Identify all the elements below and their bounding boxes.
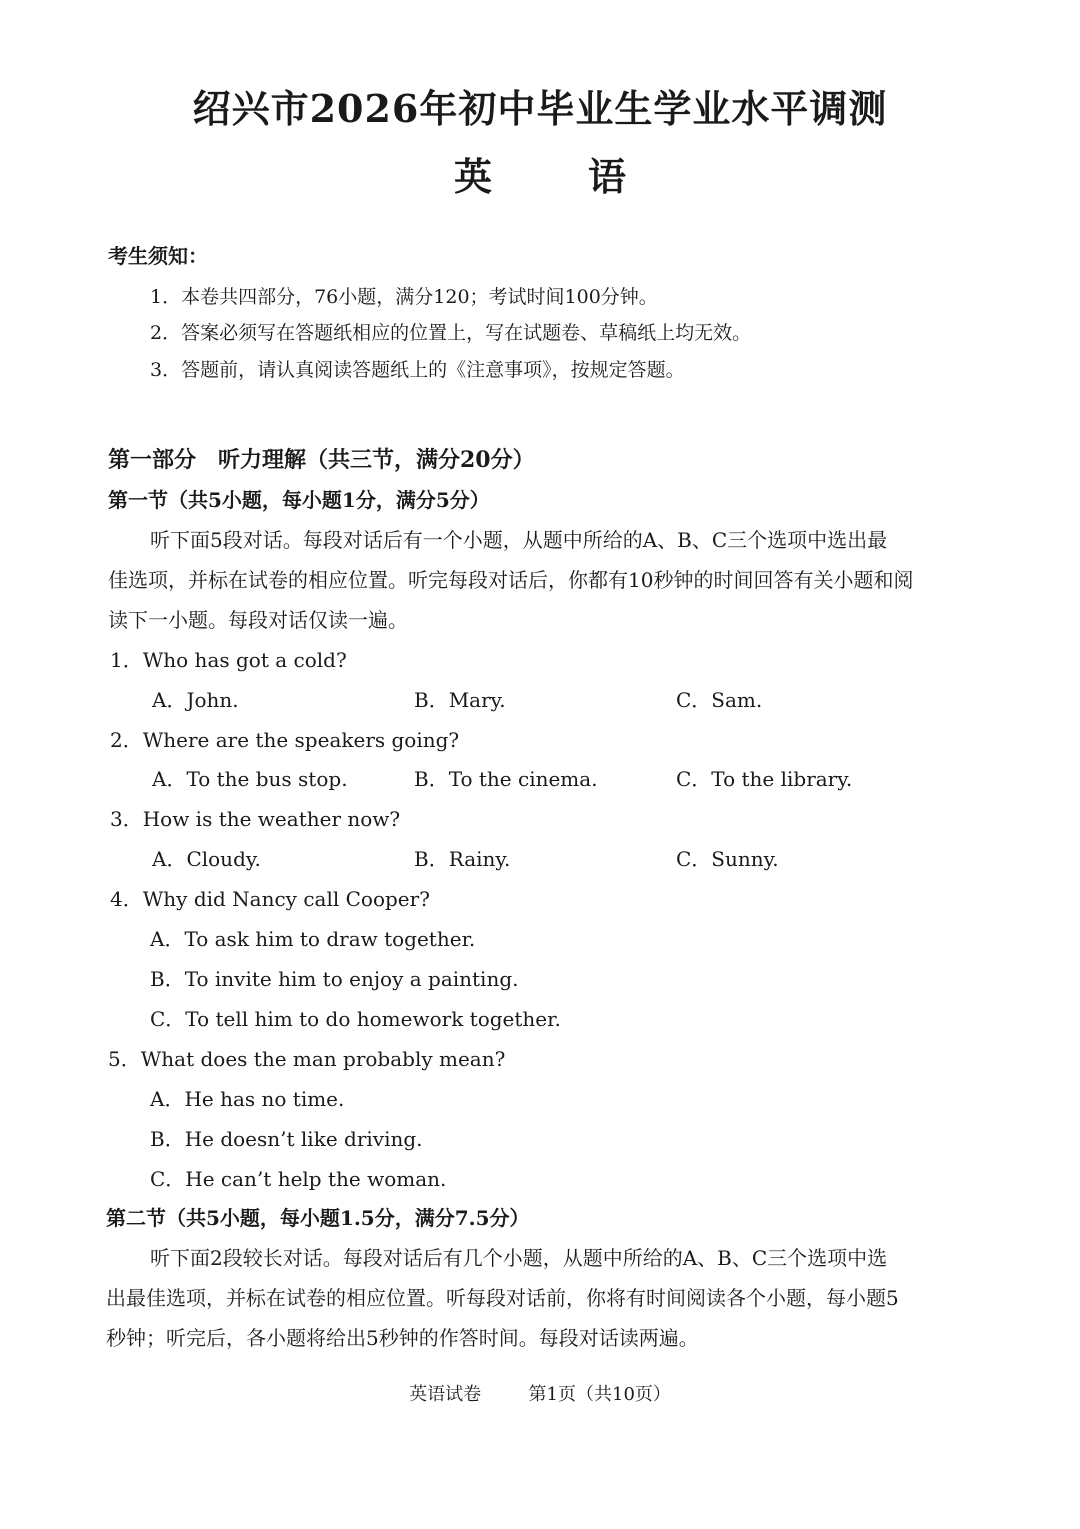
option-a: A．To the bus stop. xyxy=(152,767,348,791)
question-3: 3．How is the weather now? xyxy=(110,807,401,831)
instruction-line: 出最佳选项，并标在试卷的相应位置。听每段对话前，你将有时间阅读各个小题，每小题5 xyxy=(106,1286,899,1310)
question-4: 4．Why did Nancy call Cooper? xyxy=(110,887,430,911)
instruction-line: 读下一小题。每段对话仅读一遍。 xyxy=(108,608,408,632)
instruction-line: 听下面2段较长对话。每段对话后有几个小题，从题中所给的A、B、C三个选项中选 xyxy=(150,1246,888,1270)
option-b: B．Mary. xyxy=(414,688,506,712)
option-c: C．He can’t help the woman. xyxy=(150,1167,447,1191)
notice-item: 1．本卷共四部分，76小题，满分120；考试时间100分钟。 xyxy=(150,286,658,308)
page-footer xyxy=(0,1380,1080,1406)
instruction-line: 佳选项，并标在试卷的相应位置。听完每段对话后，你都有10秒钟的时间回答有关小题和阅 xyxy=(108,568,914,592)
option-c: C．Sunny. xyxy=(676,847,779,871)
subject-title: 英语 xyxy=(453,154,722,199)
question-1: 1．Who has got a cold? xyxy=(110,648,347,672)
notice-item: 3．答题前，请认真阅读答题纸上的《注意事项》，按规定答题。 xyxy=(150,359,685,381)
option-c: C．To tell him to do homework together. xyxy=(150,1007,561,1031)
question-2: 2．Where are the speakers going? xyxy=(110,728,460,752)
option-c: C．Sam. xyxy=(676,688,763,712)
section1-heading: 第一节（共5小题，每小题1分，满分5分） xyxy=(108,488,490,512)
option-a: A．He has no time. xyxy=(150,1087,345,1111)
section2-heading: 第二节（共5小题，每小题1.5分，满分7.5分） xyxy=(106,1206,530,1230)
exam-title: 绍兴市2026年初中毕业生学业水平调测 xyxy=(192,86,888,131)
option-b: B．To the cinema. xyxy=(414,767,598,791)
footer-page-number: 第1页（共10页） xyxy=(528,1384,671,1405)
question-5: 5．What does the man probably mean? xyxy=(108,1047,506,1071)
notice-heading: 考生须知： xyxy=(108,244,208,268)
option-a: A．Cloudy. xyxy=(152,847,261,871)
option-b: B．Rainy. xyxy=(414,847,511,871)
option-c: C．To the library. xyxy=(676,767,853,791)
instruction-line: 听下面5段对话。每段对话后有一个小题，从题中所给的A、B、C三个选项中选出最 xyxy=(150,528,888,552)
option-b: B．He doesn’t like driving. xyxy=(150,1127,423,1151)
footer-subject: 英语试卷 xyxy=(409,1384,482,1405)
option-a: A．John. xyxy=(152,688,239,712)
instruction-line: 秒钟；听完后，各小题将给出5秒钟的作答时间。每段对话读两遍。 xyxy=(106,1326,699,1350)
part1-heading: 第一部分 听力理解（共三节，满分20分） xyxy=(108,447,535,473)
notice-item: 2．答案必须写在答题纸相应的位置上，写在试题卷、草稿纸上均无效。 xyxy=(150,322,752,344)
option-b: B．To invite him to enjoy a painting. xyxy=(150,967,519,991)
option-a: A．To ask him to draw together. xyxy=(150,927,476,951)
